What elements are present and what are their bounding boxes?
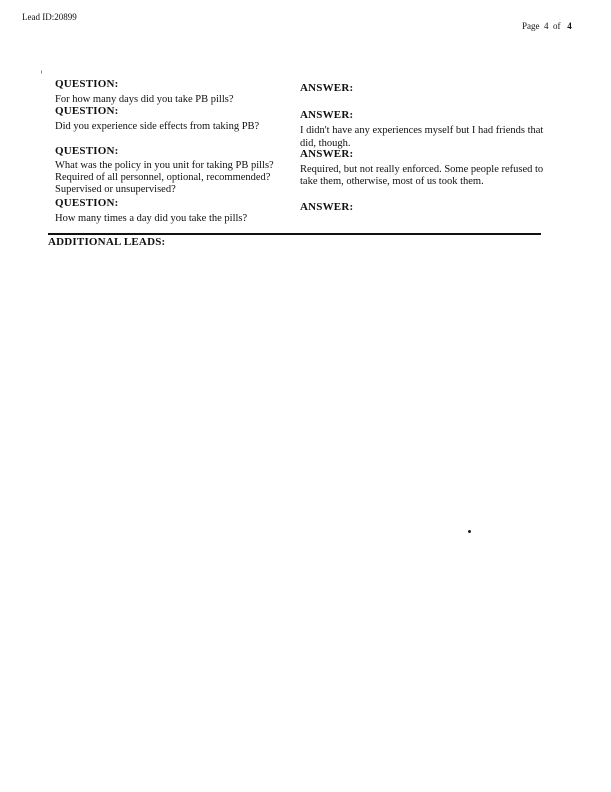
question-text-3-line-2: Required of all personnel, optional, recommended? bbox=[55, 172, 271, 183]
lead-id: Lead ID:20899 bbox=[22, 12, 77, 22]
page-of: of bbox=[553, 21, 561, 31]
answer-label-1: ANSWER: bbox=[300, 82, 354, 94]
answer-text-3-line-2: take them, otherwise, most of us took them. bbox=[300, 176, 484, 187]
answer-label-3: ANSWER: bbox=[300, 148, 354, 160]
question-label-4: QUESTION: bbox=[55, 197, 119, 209]
question-label-3: QUESTION: bbox=[55, 145, 119, 157]
answer-text-2-line-1: I didn't have any experiences myself but I had friends that bbox=[300, 125, 544, 136]
scan-speck bbox=[41, 70, 42, 74]
additional-leads-label: ADDITIONAL LEADS: bbox=[48, 236, 166, 248]
page-indicator bbox=[522, 21, 572, 31]
question-text-2: Did you experience side effects from taking PB? bbox=[55, 121, 260, 132]
answer-text-3-line-1: Required, but not really enforced. Some people refused to bbox=[300, 164, 544, 175]
scan-speck bbox=[468, 530, 471, 533]
answer-label-2: ANSWER: bbox=[300, 109, 354, 121]
question-label-1: QUESTION: bbox=[55, 78, 119, 90]
question-text-1: For how many days did you take PB pills? bbox=[55, 94, 234, 105]
page-total: 4 bbox=[567, 21, 572, 31]
question-text-3-line-1: What was the policy in you unit for taking PB pills? bbox=[55, 160, 274, 171]
page-current: 4 bbox=[544, 21, 549, 31]
page-label: Page bbox=[522, 21, 540, 31]
question-text-4: How many times a day did you take the pills? bbox=[55, 213, 248, 224]
question-label-2: QUESTION: bbox=[55, 105, 119, 117]
answer-text-2-line-2: did, though. bbox=[300, 138, 351, 149]
section-divider bbox=[48, 233, 541, 235]
question-text-3-line-3: Supervised or unsupervised? bbox=[55, 184, 176, 195]
answer-label-4: ANSWER: bbox=[300, 201, 354, 213]
